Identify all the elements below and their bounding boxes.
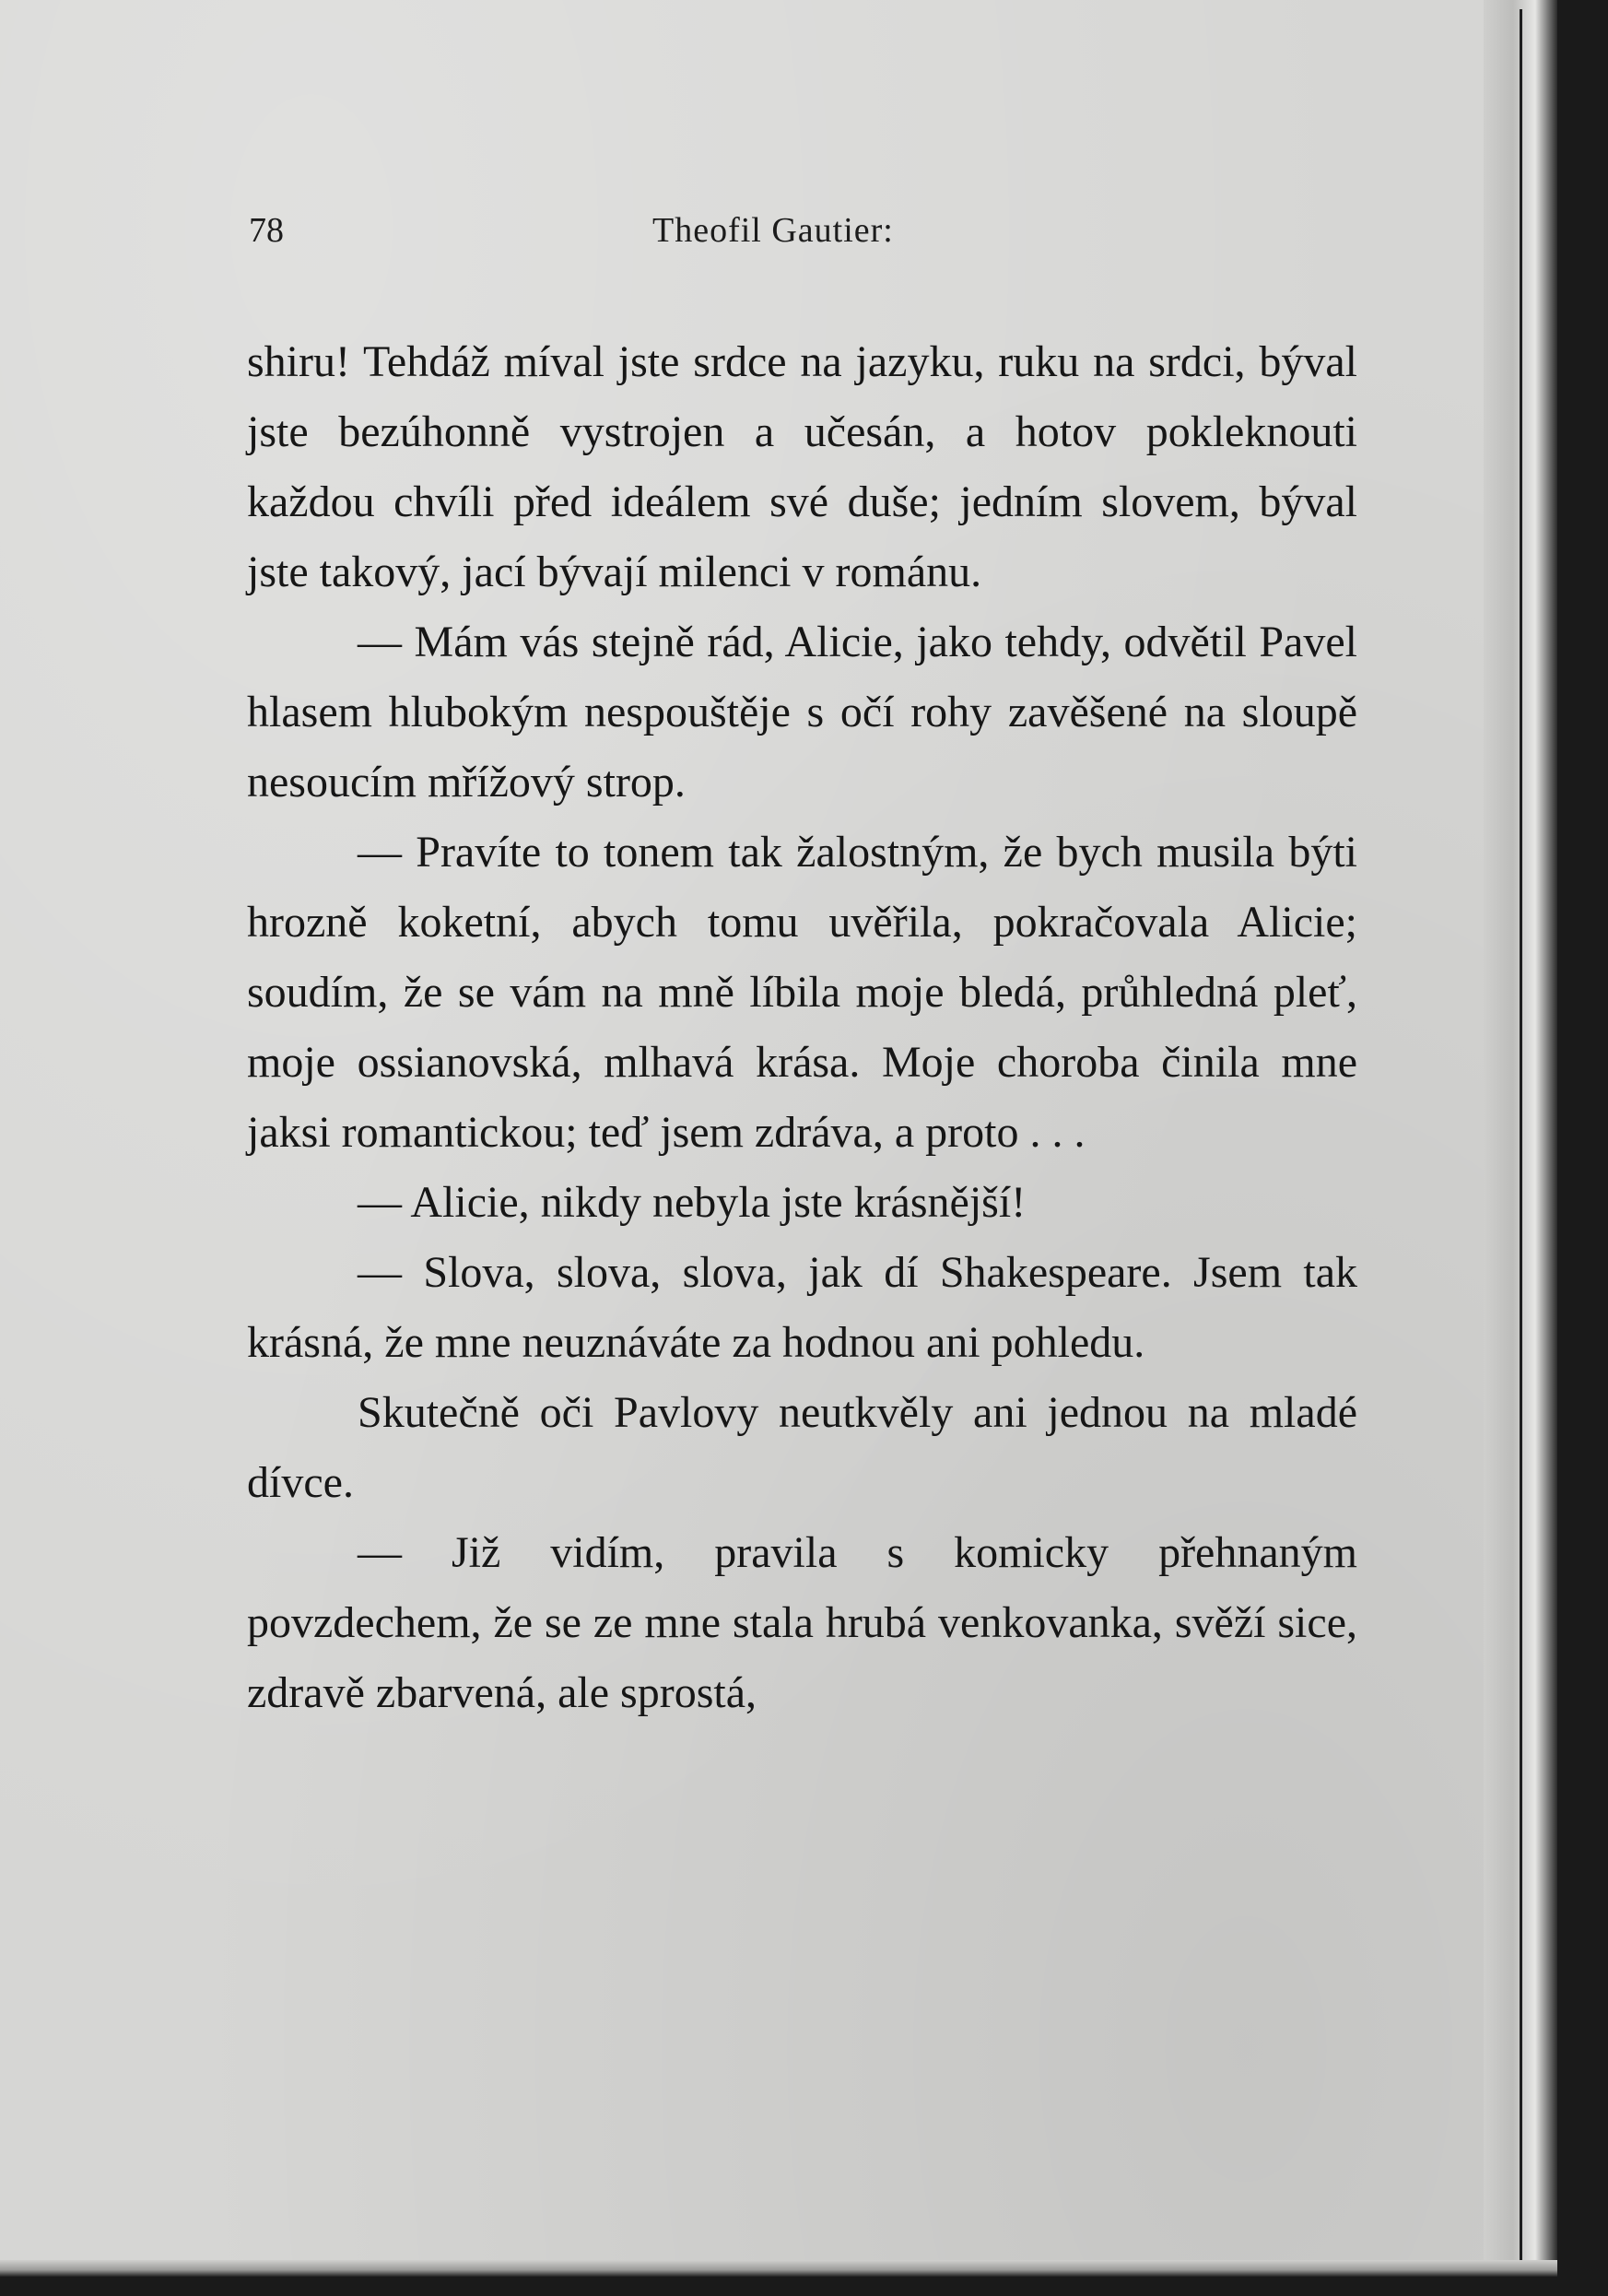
page-number: 78 (249, 211, 284, 250)
page-spine-line (1520, 9, 1522, 2267)
page-bottom-edge (0, 2260, 1557, 2277)
paragraph: Skutečně oči Pavlovy neutkvěly ani jednou na mladé dívce. (247, 1388, 1357, 1507)
body-text (247, 327, 1357, 1728)
paragraph: shiru! Tehdáž míval jste srdce na jazyku, ruku na srdci, býval jste bezúhonně vystrojen a učesán, a hotov pokleknouti každou chvíli před ideálem své duše; jedním slovem, býval jste takový, jací bývají milenci v románu. (247, 337, 1357, 596)
paragraph: — Alicie, nikdy nebyla jste krásnější! (358, 1178, 1027, 1227)
paragraph: — Slova, slova, slova, jak dí Shakespeare. Jsem tak krásná, že mne neuznáváte za hodnou ani pohledu. (247, 1248, 1357, 1367)
running-head (249, 210, 1355, 265)
paragraph: — Pravíte to tonem tak žalostným, že bych musila býti hrozně koketní, abych tomu uvěřila, pokračovala Alicie; soudím, že se vám na mně líbila moje bledá, průhledná pleť, moje ossianovská, mlhavá krása. Moje choroba činila mne jaksi romantickou; teď jsem zdráva, a proto . . . (247, 828, 1357, 1157)
paragraph: — Již vidím, pravila s komicky přehnaným povzdechem, že se ze mne stala hrubá venkovanka, svěží sice, zdravě zbarvená, ale sprostá, (247, 1528, 1357, 1717)
running-head-title: Theofil Gautier: (652, 211, 894, 250)
paragraph: — Mám vás stejně rád, Alicie, jako tehdy, odvětil Pavel hlasem hlubokým nespouštěje s očí rohy zavěšené na sloupě nesoucím mřížový strop. (247, 618, 1357, 807)
